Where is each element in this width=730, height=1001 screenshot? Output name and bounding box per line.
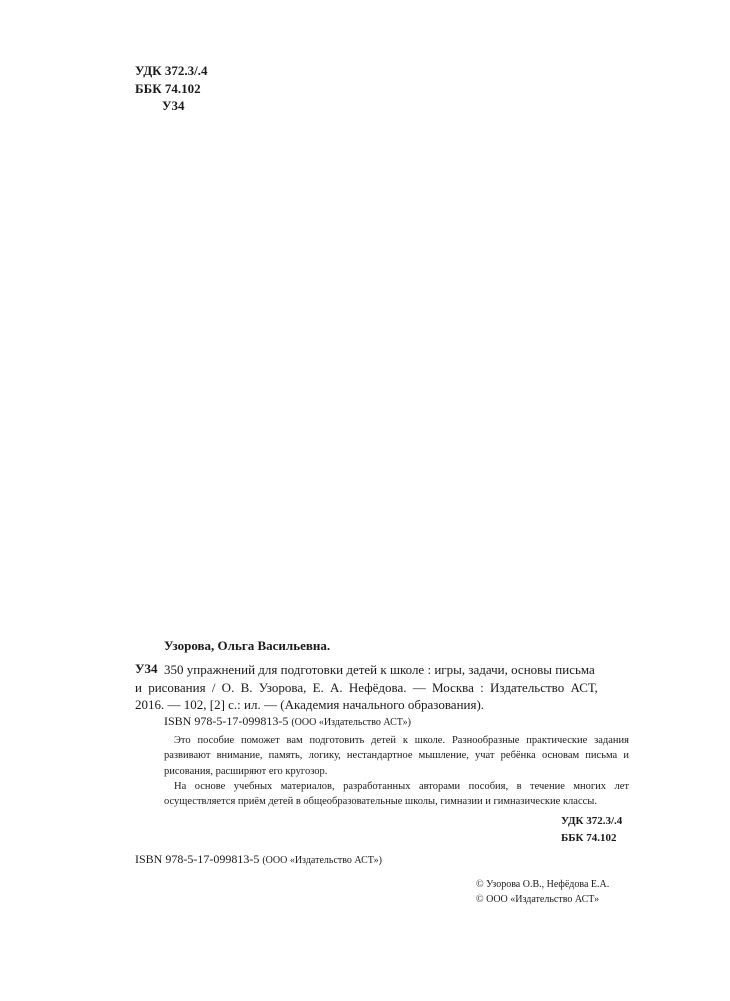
copyright-publisher: © ООО «Издательство АСТ» — [476, 894, 600, 905]
udk-code-right: УДК 372.3/.4 — [561, 815, 623, 827]
bottom-isbn-publisher: (ООО «Издательство АСТ») — [262, 855, 382, 866]
annotation-paragraph-2: На основе учебных материалов, разработанных авторами пособия, в течение многих лет осуществляется приём детей в общеобразовательные школы, гимназии и гимназические классы. — [164, 780, 629, 808]
bbk-code: ББК 74.102 — [135, 80, 201, 96]
biblio-line-2: и рисования / О. В. Узорова, Е. А. Нефёдова. — Москва : Издательство АСТ, — [135, 679, 598, 695]
bottom-isbn — [135, 852, 382, 867]
author-mark: У34 — [162, 98, 185, 113]
entry-isbn-number: ISBN 978-5-17-099813-5 — [164, 714, 289, 728]
author-name: Узорова, Ольга Васильевна. — [164, 638, 331, 653]
entry-author-mark: У34 — [135, 661, 158, 676]
annotation — [164, 733, 629, 809]
entry-isbn-publisher: (ООО «Издательство АСТ») — [291, 717, 411, 728]
annotation-paragraph-1: Это пособие поможет вам подготовить детей к школе. Разнообразные практические задания развивают внимание, память, логику, нестандартное мышление, учат ребёнка основам письма и рисования, расширяют его кругозор. — [164, 735, 629, 777]
biblio-line-1: 350 упражнений для подготовки детей к школе : игры, задачи, основы письма — [164, 662, 595, 677]
bottom-isbn-number: ISBN 978-5-17-099813-5 — [135, 852, 260, 866]
bbk-code-right: ББК 74.102 — [561, 832, 617, 844]
biblio-line-3: 2016. — 102, [2] с.: ил. — (Академия начального образования). — [135, 697, 485, 712]
udk-code: УДК 372.3/.4 — [135, 63, 208, 78]
top-classification-codes — [135, 62, 207, 115]
copyright-authors: © Узорова О.В., Нефёдова Е.А. — [476, 879, 610, 890]
entry-isbn — [164, 714, 411, 729]
